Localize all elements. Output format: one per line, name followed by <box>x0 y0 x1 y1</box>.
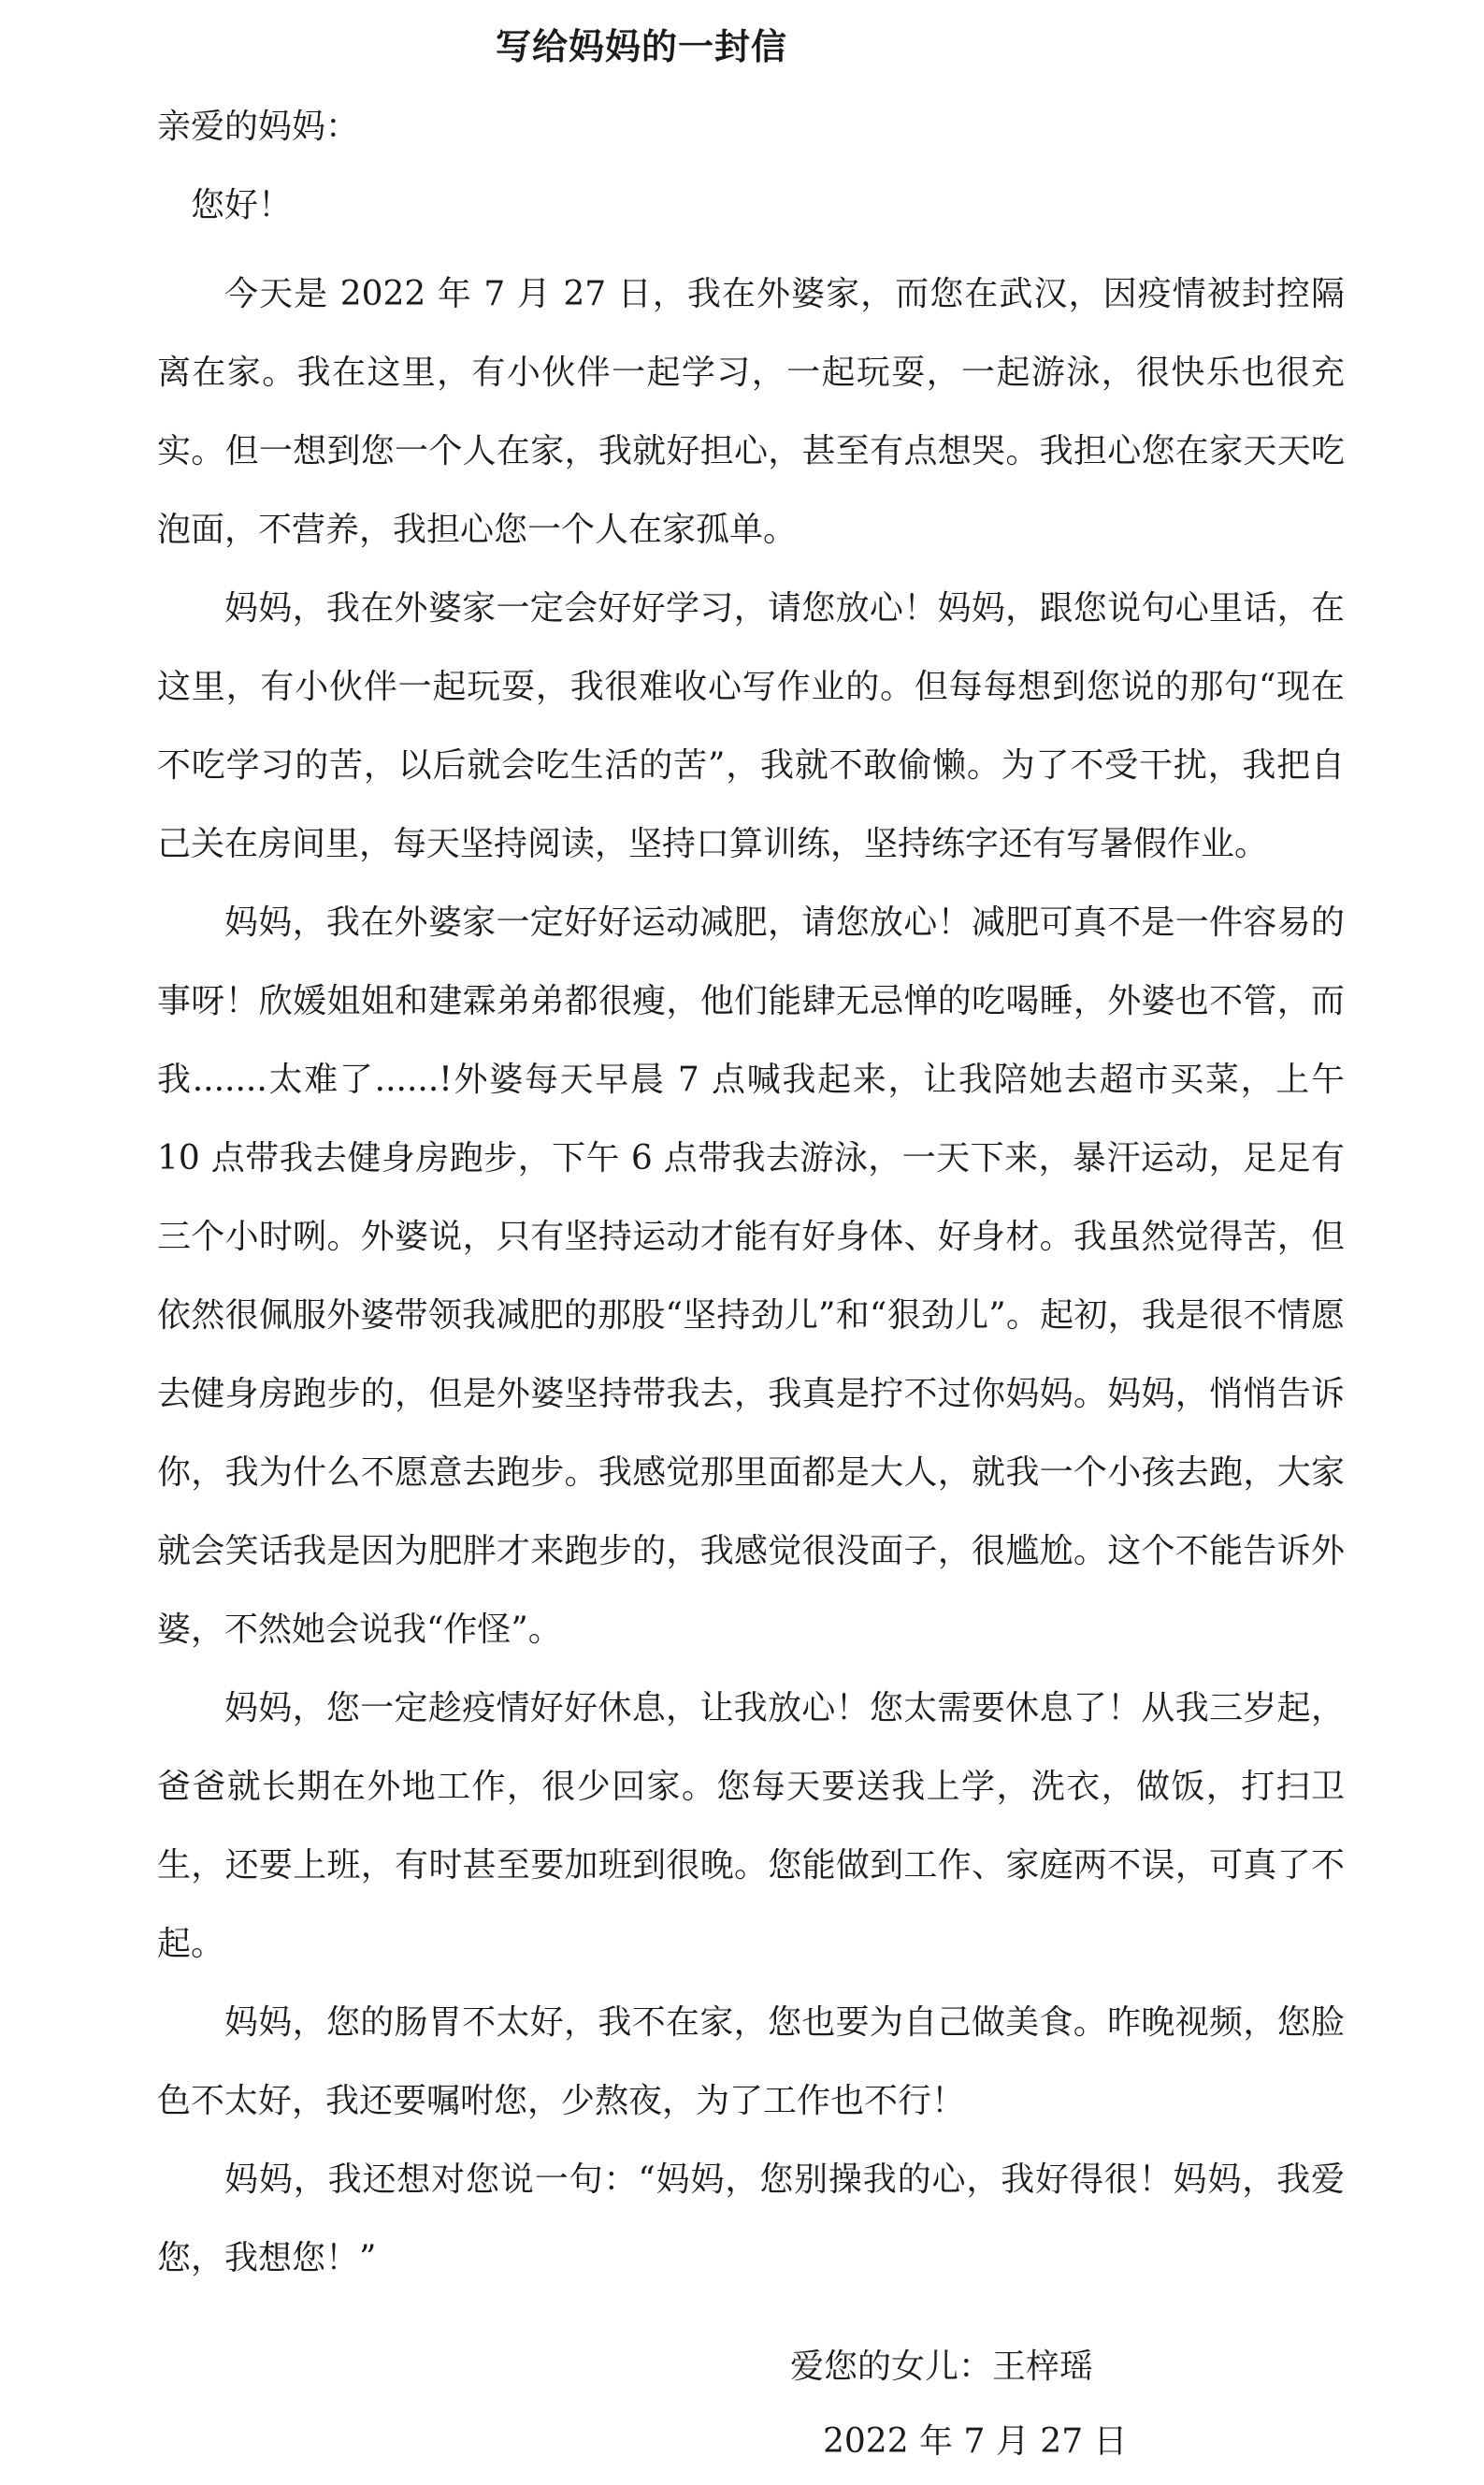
signature: 爱您的女儿：王梓瑶 <box>790 2348 1094 2386</box>
paragraph-3: 妈妈，我在外婆家一定好好运动减肥，请您放心！减肥可真不是一件容易的事呀！欣媛姐姐和建霖弟弟都很瘦，他们能肆无忌惮的吃喝睡，外婆也不管，而我.......太难了......!外婆每天早晨 7 点喊我起来，让我陪她去超市买菜，上午 10 点带我去健身房跑步，下午 6 点带我去游泳，一天下来，暴汗运动，足足有三个小时咧。外婆说，只有坚持运动才能有好身体、好身材。我虽然觉得苦，但依然很佩服外婆带领我减肥的那股“坚持劲儿”和“狠劲儿”。起初，我是很不情愿去健身房跑步的，但是外婆坚持带我去，我真是拧不过你妈妈。妈妈，悄悄告诉你，我为什么不愿意去跑步。我感觉那里面都是大人，就我一个小孩去跑，大家就会笑话我是因为肥胖才来跑步的，我感觉很没面子，很尴尬。这个不能告诉外婆，不然她会说我“作怪”。 <box>157 903 1345 1649</box>
paragraph-6: 妈妈，我还想对您说一句：“妈妈，您别操我的心，我好得很！妈妈，我爱您，我想您！” <box>157 2160 1345 2277</box>
paragraph-2: 妈妈，我在外婆家一定会好好学习，请您放心！妈妈，跟您说句心里话，在这里，有小伙伴一起玩耍，我很难收心写作业的。但每每想到您说的那句“现在不吃学习的苦，以后就会吃生活的苦”，我就不敢偷懒。为了不受干扰，我把自己关在房间里，每天坚持阅读，坚持口算训练，坚持练字还有写暑假作业。 <box>157 589 1345 863</box>
greeting: 您好！ <box>191 186 293 224</box>
letter-title: 写给妈妈的一封信 <box>496 25 788 67</box>
paragraph-1: 今天是 2022 年 7 月 27 日，我在外婆家，而您在武汉，因疫情被封控隔离在家。我在这里，有小伙伴一起学习，一起玩耍，一起游泳，很快乐也很充实。但一想到您一个人在家，我就好担心，甚至有点想哭。我担心您在家天天吃泡面，不营养，我担心您一个人在家孤单。 <box>157 275 1345 549</box>
paragraph-5: 妈妈，您的肠胃不太好，我不在家，您也要为自己做美食。昨晚视频，您脸色不太好，我还要嘱咐您，少熬夜，为了工作也不行！ <box>157 2003 1345 2120</box>
letter-date: 2022 年 7 月 27 日 <box>823 2422 1128 2461</box>
paragraph-4: 妈妈，您一定趁疫情好好休息，让我放心！您太需要休息了！从我三岁起，爸爸就长期在外地工作，很少回家。您每天要送我上学，洗衣，做饭，打扫卫生，还要上班，有时甚至要加班到很晚。您能做到工作、家庭两不误，可真了不起。 <box>157 1689 1345 1963</box>
letter-body <box>157 255 1345 2298</box>
salutation: 亲爱的妈妈： <box>157 108 360 146</box>
